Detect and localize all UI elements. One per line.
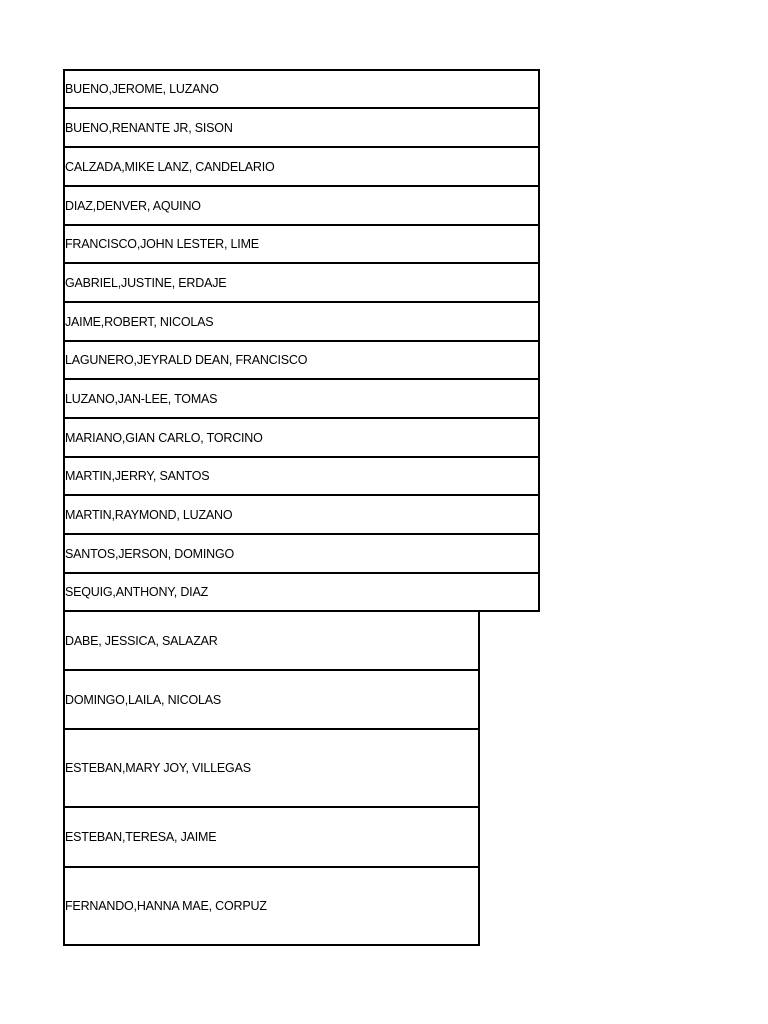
table-row (63, 109, 540, 148)
table-row (63, 612, 480, 671)
name-cell: BUENO,RENANTE JR, SISON (65, 120, 233, 135)
table-row (63, 187, 540, 226)
table-row (63, 264, 540, 303)
table-row (63, 574, 540, 612)
table-row (63, 730, 480, 808)
name-cell: MARTIN,JERRY, SANTOS (65, 469, 210, 483)
table-row (63, 148, 540, 187)
table-row (63, 458, 540, 496)
name-cell: MARIANO,GIAN CARLO, TORCINO (65, 430, 263, 445)
table-row (63, 671, 480, 730)
name-cell: DOMINGO,LAILA, NICOLAS (65, 692, 222, 707)
table-row (63, 808, 480, 868)
table-row (63, 868, 480, 946)
table-row (63, 226, 540, 264)
name-cell: BUENO,JEROME, LUZANO (65, 82, 219, 96)
name-cell: ESTEBAN,TERESA, JAIME (65, 830, 217, 844)
table-row (63, 419, 540, 458)
name-cell: SEQUIG,ANTHONY, DIAZ (65, 585, 209, 599)
name-cell: ESTEBAN,MARY JOY, VILLEGAS (65, 761, 251, 775)
name-list-table (63, 69, 540, 946)
table-row (63, 69, 540, 109)
name-cell: CALZADA,MIKE LANZ, CANDELARIO (65, 159, 275, 174)
name-cell: FERNANDO,HANNA MAE, CORPUZ (65, 899, 267, 913)
name-cell: JAIME,ROBERT, NICOLAS (65, 314, 214, 329)
table-row (63, 496, 540, 535)
table-row (63, 535, 540, 574)
name-cell: SANTOS,JERSON, DOMINGO (65, 546, 235, 561)
name-cell: MARTIN,RAYMOND, LUZANO (65, 507, 233, 522)
name-cell: DABE, JESSICA, SALAZAR (65, 633, 218, 648)
name-cell: DIAZ,DENVER, AQUINO (65, 198, 201, 213)
name-cell: GABRIEL,JUSTINE, ERDAJE (65, 275, 227, 290)
table-row (63, 380, 540, 419)
name-cell: LUZANO,JAN-LEE, TOMAS (65, 391, 218, 406)
name-cell: LAGUNERO,JEYRALD DEAN, FRANCISCO (65, 353, 308, 367)
table-row (63, 303, 540, 342)
name-cell: FRANCISCO,JOHN LESTER, LIME (65, 237, 259, 251)
table-row (63, 342, 540, 380)
